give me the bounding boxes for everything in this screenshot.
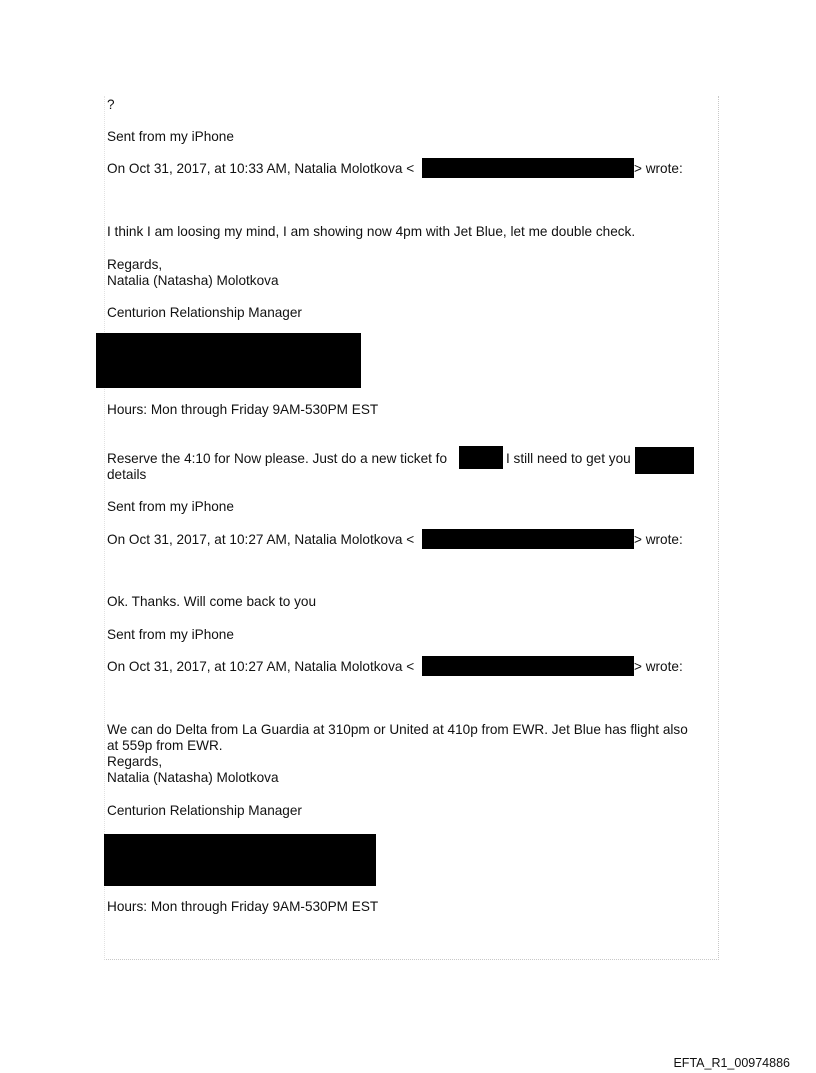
signature-title-1: Centurion Relationship Manager [107,305,302,320]
sent-from-iphone-1: Sent from my iPhone [107,129,234,144]
reply-header-1 [107,161,414,177]
message-2-body: Ok. Thanks. Will come back to you [107,594,317,609]
regards-2: Regards, [107,754,163,769]
redacted-signature-block-1 [96,333,361,388]
redacted-email-1 [422,158,634,178]
reserve-line-part-c: details [107,467,147,482]
reply-header-1-prefix: On Oct 31, 2017, at 10:33 AM, Natalia Molotkova < [107,161,415,176]
signature-title-2: Centurion Relationship Manager [107,803,302,818]
redacted-name-1 [459,446,503,469]
redacted-email-2 [422,529,634,549]
message-1-body: I think I am loosing my mind, I am showing now 4pm with Jet Blue, let me double check. [107,224,636,239]
reply-header-2-suffix: > wrote: [634,532,683,547]
redacted-signature-block-2 [104,834,376,886]
message-3-body-line-1: We can do Delta from La Guardia at 310pm or United at 410p from EWR. Jet Blue has flight also [107,722,688,737]
reply-header-3-suffix: > wrote: [634,659,683,674]
reserve-line-part-a: Reserve the 4:10 for Now please. Just do a new ticket fo [107,451,448,466]
bates-number: EFTA_R1_00974886 [673,1056,790,1070]
reply-header-1-suffix: > wrote: [634,161,683,176]
signature-name-1: Natalia (Natasha) Molotkova [107,273,279,288]
question-mark-line: ? [107,97,115,112]
regards-1: Regards, [107,257,163,272]
sent-from-iphone-2: Sent from my iPhone [107,499,234,514]
reply-header-2: On Oct 31, 2017, at 10:27 AM, Natalia Molotkova < [107,532,415,547]
redacted-email-3 [422,656,634,676]
reply-header-3: On Oct 31, 2017, at 10:27 AM, Natalia Molotkova < [107,659,415,674]
message-3-body-line-2: at 559p from EWR. [107,738,223,753]
redacted-detail-1 [635,447,694,474]
reserve-line-part-b: I still need to get you [506,451,631,466]
signature-name-2: Natalia (Natasha) Molotkova [107,770,279,785]
sent-from-iphone-3: Sent from my iPhone [107,627,234,642]
hours-1: Hours: Mon through Friday 9AM-530PM EST [107,402,379,417]
hours-2: Hours: Mon through Friday 9AM-530PM EST [107,899,379,914]
